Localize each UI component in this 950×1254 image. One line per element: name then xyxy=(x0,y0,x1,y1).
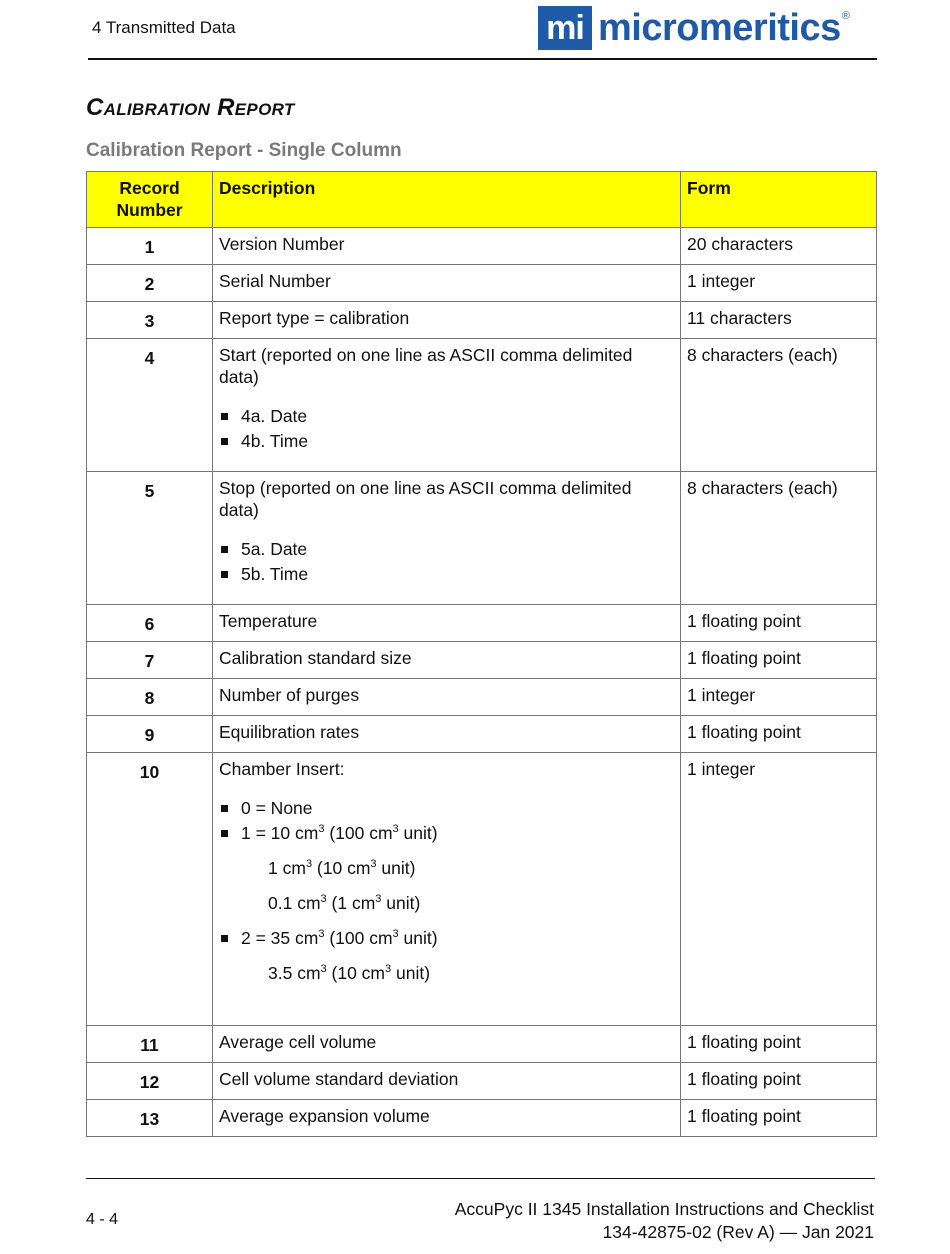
table-row xyxy=(87,716,877,753)
section-title: Calibration Report xyxy=(86,94,295,121)
record-description-cell xyxy=(213,339,681,472)
chapter-header: 4 Transmitted Data xyxy=(92,18,236,37)
record-form: 8 characters (each) xyxy=(681,472,877,605)
header-form: Form xyxy=(681,172,877,228)
record-description: Cell volume standard deviation xyxy=(213,1063,681,1100)
sub-list xyxy=(219,856,674,916)
record-number: 2 xyxy=(87,265,213,302)
record-form: 1 floating point xyxy=(681,1026,877,1063)
table-header-row xyxy=(87,172,877,228)
bullet-item: 4b. Time xyxy=(219,429,674,454)
record-description: Start (reported on one line as ASCII comma delimited data) xyxy=(219,345,633,387)
header-description: Description xyxy=(213,172,681,228)
bullet-item: 5a. Date xyxy=(219,537,674,562)
bullet-item: 2 = 35 $cm^3$ (100 $cm^3$ unit) xyxy=(219,926,674,951)
registered-mark: ® xyxy=(841,10,850,22)
table-row xyxy=(87,302,877,339)
record-number: 6 xyxy=(87,605,213,642)
table-row xyxy=(87,472,877,605)
record-form: 1 floating point xyxy=(681,1063,877,1100)
logo-mark-text: mi xyxy=(546,9,584,47)
record-description: Report type = calibration xyxy=(213,302,681,339)
sub-item: 0.1 $cm^3$ (1 $cm^3$ unit) xyxy=(268,893,421,913)
calibration-report-table xyxy=(86,171,877,1137)
record-number: 11 xyxy=(87,1026,213,1063)
record-description: Chamber Insert: xyxy=(219,759,345,779)
sub-item: 1 $cm^3$ (10 $cm^3$ unit) xyxy=(268,858,416,878)
sub-item: 3.5 $cm^3$ (10 $cm^3$ unit) xyxy=(268,963,431,983)
record-form: 1 integer xyxy=(681,679,877,716)
table-row xyxy=(87,753,877,1026)
record-number: 9 xyxy=(87,716,213,753)
record-description-cell xyxy=(213,472,681,605)
record-form: 11 characters xyxy=(681,302,877,339)
sub-list xyxy=(219,961,674,986)
record-description-cell xyxy=(213,753,681,1026)
record-form: 1 integer xyxy=(681,753,877,1026)
record-description: Serial Number xyxy=(213,265,681,302)
record-description: Equilibration rates xyxy=(213,716,681,753)
record-number: 10 xyxy=(87,753,213,1026)
record-number: 12 xyxy=(87,1063,213,1100)
micromeritics-logo xyxy=(538,6,850,50)
record-form: 20 characters xyxy=(681,228,877,265)
record-form: 1 integer xyxy=(681,265,877,302)
table-row xyxy=(87,339,877,472)
table-row xyxy=(87,642,877,679)
bullet-item: 0 = None xyxy=(219,796,674,821)
bullet-list xyxy=(219,537,674,587)
record-description: Number of purges xyxy=(213,679,681,716)
record-description: Temperature xyxy=(213,605,681,642)
record-form: 1 floating point xyxy=(681,605,877,642)
bullet-list xyxy=(219,404,674,454)
record-description: Stop (reported on one line as ASCII comma delimited data) xyxy=(219,478,632,520)
footer-rule xyxy=(86,1178,875,1179)
record-form: 1 floating point xyxy=(681,716,877,753)
record-number: 7 xyxy=(87,642,213,679)
record-form: 8 characters (each) xyxy=(681,339,877,472)
header-record-number: Record Number xyxy=(87,172,213,228)
header-rule xyxy=(88,58,877,60)
record-number: 4 xyxy=(87,339,213,472)
footer-doc-id: 134-42875-02 (Rev A) — Jan 2021 xyxy=(602,1222,874,1242)
table-row xyxy=(87,679,877,716)
bullet-item: 5b. Time xyxy=(219,562,674,587)
record-number: 3 xyxy=(87,302,213,339)
record-description: Average cell volume xyxy=(213,1026,681,1063)
table-row xyxy=(87,1063,877,1100)
footer-doc-info xyxy=(455,1198,874,1244)
bullet-item: 1 = 10 $cm^3$ (100 $cm^3$ unit) xyxy=(219,821,674,846)
table-row xyxy=(87,1026,877,1063)
record-number: 1 xyxy=(87,228,213,265)
bullet-item: 4a. Date xyxy=(219,404,674,429)
page-number: 4 - 4 xyxy=(86,1211,119,1228)
record-form: 1 floating point xyxy=(681,1100,877,1137)
record-number: 5 xyxy=(87,472,213,605)
calibration-table-container xyxy=(86,171,876,1129)
record-description: Average expansion volume xyxy=(213,1100,681,1137)
table-caption: Calibration Report - Single Column xyxy=(86,140,402,161)
logo-mark xyxy=(538,6,592,50)
record-number: 8 xyxy=(87,679,213,716)
bullet-list xyxy=(219,926,674,951)
table-row xyxy=(87,265,877,302)
footer-doc-title: AccuPyc II 1345 Installation Instructions and Checklist xyxy=(454,1199,874,1219)
record-description: Version Number xyxy=(213,228,681,265)
record-form: 1 floating point xyxy=(681,642,877,679)
record-number: 13 xyxy=(87,1100,213,1137)
table-row xyxy=(87,605,877,642)
record-description: Calibration standard size xyxy=(213,642,681,679)
logo-wordmark: micromeritics xyxy=(598,7,841,49)
table-row xyxy=(87,1100,877,1137)
table-row xyxy=(87,228,877,265)
bullet-list xyxy=(219,796,674,846)
